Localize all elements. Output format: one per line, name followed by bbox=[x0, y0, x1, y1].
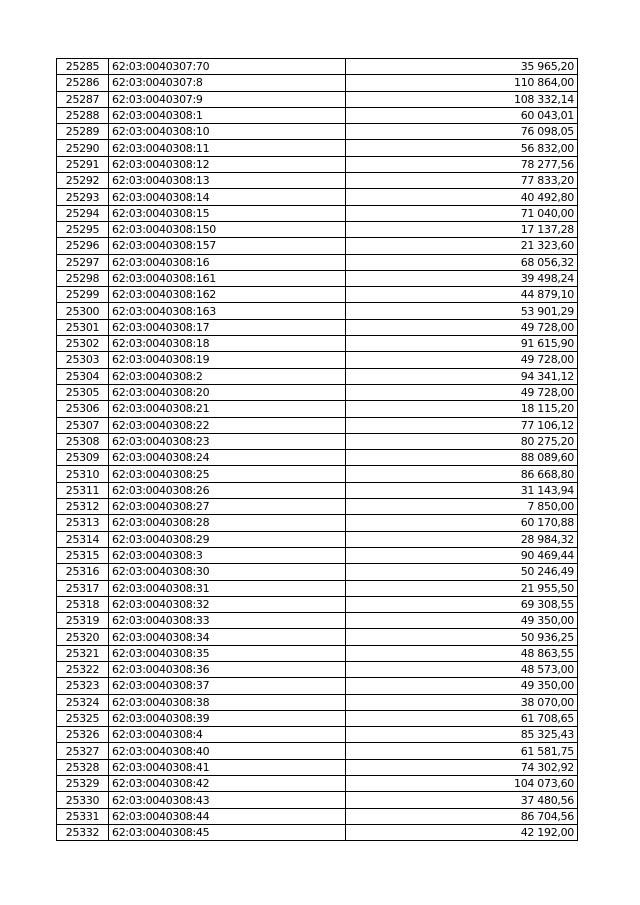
cadastral-value-cell: 88 089,60 bbox=[346, 450, 578, 466]
row-number-cell: 25307 bbox=[57, 417, 109, 433]
cadastral-value-cell: 28 984,32 bbox=[346, 531, 578, 547]
table-row bbox=[57, 564, 578, 580]
cadastral-number-cell: 62:03:0040308:16 bbox=[109, 254, 346, 270]
row-number-cell: 25317 bbox=[57, 580, 109, 596]
table-row bbox=[57, 205, 578, 221]
cadastral-value-cell: 48 863,55 bbox=[346, 645, 578, 661]
cadastral-number-cell: 62:03:0040308:30 bbox=[109, 564, 346, 580]
table-row bbox=[57, 107, 578, 123]
row-number-cell: 25304 bbox=[57, 368, 109, 384]
cadastral-value-cell: 56 832,00 bbox=[346, 140, 578, 156]
table-row bbox=[57, 417, 578, 433]
table-row bbox=[57, 710, 578, 726]
table-row bbox=[57, 270, 578, 286]
cadastral-value-cell: 60 170,88 bbox=[346, 515, 578, 531]
row-number-cell: 25313 bbox=[57, 515, 109, 531]
table-row bbox=[57, 596, 578, 612]
cadastral-number-cell: 62:03:0040308:25 bbox=[109, 466, 346, 482]
row-number-cell: 25306 bbox=[57, 401, 109, 417]
cadastral-number-cell: 62:03:0040308:1 bbox=[109, 107, 346, 123]
cadastral-number-cell: 62:03:0040308:38 bbox=[109, 694, 346, 710]
row-number-cell: 25285 bbox=[57, 59, 109, 75]
row-number-cell: 25321 bbox=[57, 645, 109, 661]
cadastral-value-cell: 104 073,60 bbox=[346, 776, 578, 792]
cadastral-value-cell: 49 350,00 bbox=[346, 613, 578, 629]
cadastral-value-cell: 110 864,00 bbox=[346, 75, 578, 91]
cadastral-number-cell: 62:03:0040308:10 bbox=[109, 124, 346, 140]
cadastral-value-cell: 42 192,00 bbox=[346, 824, 578, 840]
table-row bbox=[57, 580, 578, 596]
cadastral-value-cell: 49 728,00 bbox=[346, 319, 578, 335]
cadastral-number-cell: 62:03:0040308:150 bbox=[109, 221, 346, 237]
cadastral-value-cell: 39 498,24 bbox=[346, 270, 578, 286]
cadastral-value-cell: 77 833,20 bbox=[346, 173, 578, 189]
row-number-cell: 25328 bbox=[57, 759, 109, 775]
cadastral-number-cell: 62:03:0040308:26 bbox=[109, 482, 346, 498]
table-row bbox=[57, 254, 578, 270]
cadastral-value-cell: 61 708,65 bbox=[346, 710, 578, 726]
cadastral-value-table bbox=[56, 58, 578, 841]
row-number-cell: 25310 bbox=[57, 466, 109, 482]
table-row bbox=[57, 319, 578, 335]
cadastral-number-cell: 62:03:0040308:19 bbox=[109, 352, 346, 368]
table-body bbox=[57, 59, 578, 841]
cadastral-number-cell: 62:03:0040308:22 bbox=[109, 417, 346, 433]
row-number-cell: 25286 bbox=[57, 75, 109, 91]
cadastral-value-cell: 61 581,75 bbox=[346, 743, 578, 759]
cadastral-value-cell: 49 728,00 bbox=[346, 352, 578, 368]
cadastral-value-cell: 86 704,56 bbox=[346, 808, 578, 824]
table-row bbox=[57, 629, 578, 645]
table-row bbox=[57, 189, 578, 205]
cadastral-value-cell: 50 936,25 bbox=[346, 629, 578, 645]
table-row bbox=[57, 91, 578, 107]
cadastral-number-cell: 62:03:0040308:163 bbox=[109, 303, 346, 319]
cadastral-value-cell: 69 308,55 bbox=[346, 596, 578, 612]
table-row bbox=[57, 221, 578, 237]
table-row bbox=[57, 808, 578, 824]
row-number-cell: 25290 bbox=[57, 140, 109, 156]
row-number-cell: 25324 bbox=[57, 694, 109, 710]
row-number-cell: 25308 bbox=[57, 433, 109, 449]
row-number-cell: 25296 bbox=[57, 238, 109, 254]
table-row bbox=[57, 173, 578, 189]
row-number-cell: 25318 bbox=[57, 596, 109, 612]
cadastral-value-cell: 49 728,00 bbox=[346, 384, 578, 400]
table-row bbox=[57, 336, 578, 352]
table-row bbox=[57, 613, 578, 629]
row-number-cell: 25309 bbox=[57, 450, 109, 466]
table-row bbox=[57, 59, 578, 75]
row-number-cell: 25295 bbox=[57, 221, 109, 237]
row-number-cell: 25329 bbox=[57, 776, 109, 792]
cadastral-number-cell: 62:03:0040308:37 bbox=[109, 678, 346, 694]
cadastral-value-cell: 90 469,44 bbox=[346, 547, 578, 563]
table-row bbox=[57, 466, 578, 482]
cadastral-value-cell: 78 277,56 bbox=[346, 156, 578, 172]
cadastral-number-cell: 62:03:0040308:29 bbox=[109, 531, 346, 547]
cadastral-number-cell: 62:03:0040308:44 bbox=[109, 808, 346, 824]
row-number-cell: 25297 bbox=[57, 254, 109, 270]
row-number-cell: 25293 bbox=[57, 189, 109, 205]
cadastral-number-cell: 62:03:0040308:41 bbox=[109, 759, 346, 775]
row-number-cell: 25288 bbox=[57, 107, 109, 123]
row-number-cell: 25322 bbox=[57, 661, 109, 677]
cadastral-value-cell: 53 901,29 bbox=[346, 303, 578, 319]
cadastral-value-cell: 86 668,80 bbox=[346, 466, 578, 482]
table-row bbox=[57, 238, 578, 254]
row-number-cell: 25311 bbox=[57, 482, 109, 498]
cadastral-number-cell: 62:03:0040308:31 bbox=[109, 580, 346, 596]
cadastral-number-cell: 62:03:0040308:33 bbox=[109, 613, 346, 629]
cadastral-number-cell: 62:03:0040308:27 bbox=[109, 499, 346, 515]
cadastral-number-cell: 62:03:0040308:32 bbox=[109, 596, 346, 612]
row-number-cell: 25331 bbox=[57, 808, 109, 824]
table-row bbox=[57, 694, 578, 710]
table-row bbox=[57, 547, 578, 563]
table-row bbox=[57, 352, 578, 368]
cadastral-value-cell: 76 098,05 bbox=[346, 124, 578, 140]
row-number-cell: 25300 bbox=[57, 303, 109, 319]
cadastral-number-cell: 62:03:0040308:162 bbox=[109, 287, 346, 303]
cadastral-number-cell: 62:03:0040308:43 bbox=[109, 792, 346, 808]
cadastral-value-cell: 71 040,00 bbox=[346, 205, 578, 221]
row-number-cell: 25303 bbox=[57, 352, 109, 368]
cadastral-value-cell: 37 480,56 bbox=[346, 792, 578, 808]
row-number-cell: 25332 bbox=[57, 824, 109, 840]
cadastral-number-cell: 62:03:0040308:157 bbox=[109, 238, 346, 254]
row-number-cell: 25320 bbox=[57, 629, 109, 645]
table-row bbox=[57, 75, 578, 91]
table-row bbox=[57, 450, 578, 466]
cadastral-number-cell: 62:03:0040308:3 bbox=[109, 547, 346, 563]
row-number-cell: 25305 bbox=[57, 384, 109, 400]
cadastral-number-cell: 62:03:0040308:21 bbox=[109, 401, 346, 417]
cadastral-value-cell: 91 615,90 bbox=[346, 336, 578, 352]
table-row bbox=[57, 156, 578, 172]
table-row bbox=[57, 515, 578, 531]
table-row bbox=[57, 678, 578, 694]
cadastral-number-cell: 62:03:0040308:39 bbox=[109, 710, 346, 726]
cadastral-value-cell: 94 341,12 bbox=[346, 368, 578, 384]
cadastral-value-cell: 21 323,60 bbox=[346, 238, 578, 254]
row-number-cell: 25312 bbox=[57, 499, 109, 515]
cadastral-value-cell: 31 143,94 bbox=[346, 482, 578, 498]
row-number-cell: 25323 bbox=[57, 678, 109, 694]
table-row bbox=[57, 661, 578, 677]
cadastral-number-cell: 62:03:0040308:45 bbox=[109, 824, 346, 840]
cadastral-number-cell: 62:03:0040308:11 bbox=[109, 140, 346, 156]
cadastral-value-cell: 77 106,12 bbox=[346, 417, 578, 433]
table-row bbox=[57, 727, 578, 743]
cadastral-value-cell: 40 492,80 bbox=[346, 189, 578, 205]
cadastral-number-cell: 62:03:0040308:24 bbox=[109, 450, 346, 466]
cadastral-number-cell: 62:03:0040308:14 bbox=[109, 189, 346, 205]
table-row bbox=[57, 645, 578, 661]
cadastral-number-cell: 62:03:0040308:36 bbox=[109, 661, 346, 677]
table-row bbox=[57, 531, 578, 547]
cadastral-number-cell: 62:03:0040308:161 bbox=[109, 270, 346, 286]
cadastral-number-cell: 62:03:0040308:13 bbox=[109, 173, 346, 189]
cadastral-value-cell: 17 137,28 bbox=[346, 221, 578, 237]
row-number-cell: 25302 bbox=[57, 336, 109, 352]
cadastral-number-cell: 62:03:0040308:42 bbox=[109, 776, 346, 792]
row-number-cell: 25289 bbox=[57, 124, 109, 140]
cadastral-number-cell: 62:03:0040308:28 bbox=[109, 515, 346, 531]
row-number-cell: 25287 bbox=[57, 91, 109, 107]
cadastral-value-cell: 50 246,49 bbox=[346, 564, 578, 580]
cadastral-number-cell: 62:03:0040307:8 bbox=[109, 75, 346, 91]
cadastral-number-cell: 62:03:0040308:20 bbox=[109, 384, 346, 400]
cadastral-value-cell: 80 275,20 bbox=[346, 433, 578, 449]
row-number-cell: 25298 bbox=[57, 270, 109, 286]
cadastral-value-cell: 49 350,00 bbox=[346, 678, 578, 694]
cadastral-value-cell: 18 115,20 bbox=[346, 401, 578, 417]
table-row bbox=[57, 482, 578, 498]
row-number-cell: 25319 bbox=[57, 613, 109, 629]
table-row bbox=[57, 384, 578, 400]
cadastral-number-cell: 62:03:0040308:2 bbox=[109, 368, 346, 384]
cadastral-value-cell: 108 332,14 bbox=[346, 91, 578, 107]
row-number-cell: 25314 bbox=[57, 531, 109, 547]
cadastral-value-cell: 85 325,43 bbox=[346, 727, 578, 743]
table-row bbox=[57, 124, 578, 140]
row-number-cell: 25330 bbox=[57, 792, 109, 808]
cadastral-number-cell: 62:03:0040308:40 bbox=[109, 743, 346, 759]
cadastral-number-cell: 62:03:0040308:18 bbox=[109, 336, 346, 352]
cadastral-number-cell: 62:03:0040308:15 bbox=[109, 205, 346, 221]
cadastral-number-cell: 62:03:0040307:70 bbox=[109, 59, 346, 75]
table-row bbox=[57, 287, 578, 303]
row-number-cell: 25326 bbox=[57, 727, 109, 743]
table-row bbox=[57, 776, 578, 792]
cadastral-value-cell: 21 955,50 bbox=[346, 580, 578, 596]
table-row bbox=[57, 303, 578, 319]
cadastral-value-cell: 48 573,00 bbox=[346, 661, 578, 677]
table-row bbox=[57, 401, 578, 417]
cadastral-number-cell: 62:03:0040308:4 bbox=[109, 727, 346, 743]
row-number-cell: 25294 bbox=[57, 205, 109, 221]
cadastral-number-cell: 62:03:0040308:23 bbox=[109, 433, 346, 449]
table-row bbox=[57, 140, 578, 156]
table-row bbox=[57, 433, 578, 449]
cadastral-number-cell: 62:03:0040307:9 bbox=[109, 91, 346, 107]
table-row bbox=[57, 743, 578, 759]
cadastral-number-cell: 62:03:0040308:35 bbox=[109, 645, 346, 661]
table-row bbox=[57, 824, 578, 840]
row-number-cell: 25315 bbox=[57, 547, 109, 563]
cadastral-value-cell: 74 302,92 bbox=[346, 759, 578, 775]
table-row bbox=[57, 499, 578, 515]
cadastral-value-cell: 60 043,01 bbox=[346, 107, 578, 123]
cadastral-value-cell: 35 965,20 bbox=[346, 59, 578, 75]
cadastral-number-cell: 62:03:0040308:17 bbox=[109, 319, 346, 335]
cadastral-value-cell: 38 070,00 bbox=[346, 694, 578, 710]
table-row bbox=[57, 759, 578, 775]
row-number-cell: 25292 bbox=[57, 173, 109, 189]
cadastral-value-cell: 7 850,00 bbox=[346, 499, 578, 515]
cadastral-number-cell: 62:03:0040308:34 bbox=[109, 629, 346, 645]
row-number-cell: 25325 bbox=[57, 710, 109, 726]
table-row bbox=[57, 792, 578, 808]
row-number-cell: 25299 bbox=[57, 287, 109, 303]
cadastral-value-cell: 44 879,10 bbox=[346, 287, 578, 303]
row-number-cell: 25301 bbox=[57, 319, 109, 335]
row-number-cell: 25316 bbox=[57, 564, 109, 580]
row-number-cell: 25327 bbox=[57, 743, 109, 759]
cadastral-value-cell: 68 056,32 bbox=[346, 254, 578, 270]
table-row bbox=[57, 368, 578, 384]
cadastral-number-cell: 62:03:0040308:12 bbox=[109, 156, 346, 172]
row-number-cell: 25291 bbox=[57, 156, 109, 172]
